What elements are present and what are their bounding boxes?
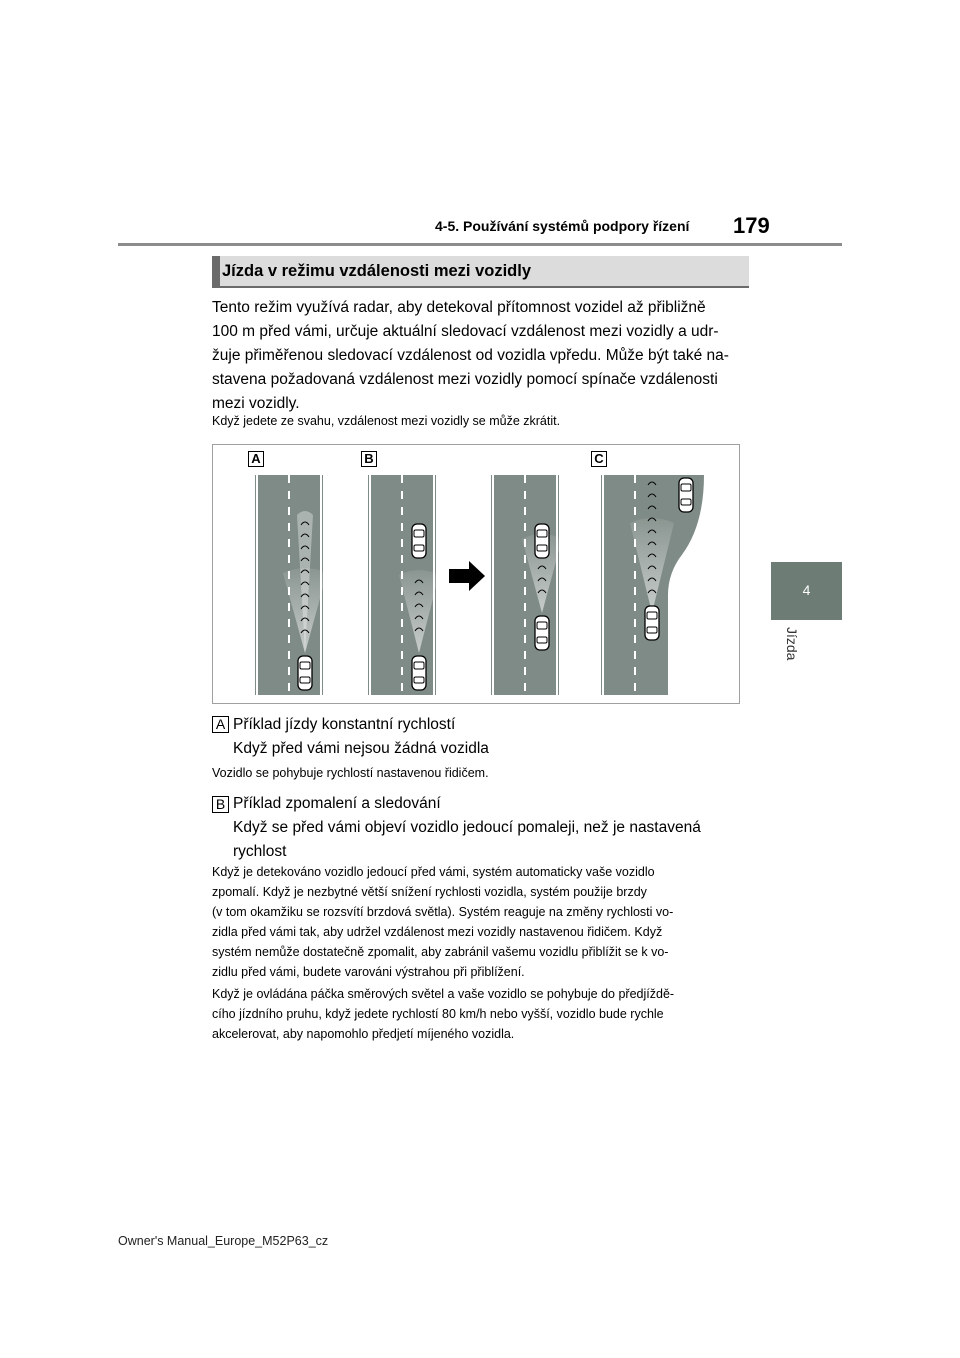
item-b-subtitle-line: Když se před vámi objeví vozidlo jedoucí pomaleji, než je nastavená (233, 819, 701, 836)
note-line: zidlu před vámi, budete varováni výstrahou při přiblížení. (212, 965, 525, 979)
road-a (255, 475, 327, 695)
page-number: 179 (733, 213, 770, 238)
item-a-title: Příklad jízdy konstantní rychlostí (233, 716, 456, 733)
note-line: Když je detekováno vozidlo jedoucí před vámi, systém automaticky vaše vozidlo (212, 865, 655, 879)
road-b-result (491, 475, 562, 695)
note-line: Když je ovládána páčka směrových světel a vaše vozidlo se pohybuje do předjíždě- (212, 987, 675, 1001)
item-b-marker: B (212, 796, 229, 813)
diagram-label-b: B (361, 451, 377, 467)
item-a-subtitle: Když před vámi nejsou žádná vozidla (233, 740, 489, 757)
item-b-note-2 (212, 984, 674, 1044)
transition-arrow (449, 561, 485, 591)
intro-line: stavena požadovaná vzdálenost mezi vozidly pomocí spínače vzdálenosti (212, 371, 718, 388)
manual-footer: Owner's Manual_Europe_M52P63_cz (118, 1234, 329, 1248)
item-b-subtitle (233, 816, 701, 864)
diagram-illustration (213, 445, 739, 703)
section-heading: Jízda v režimu vzdálenosti mezi vozidly (222, 262, 532, 280)
section-path: 4-5. Používání systémů podpory řízení (435, 218, 690, 234)
note-line: (v tom okamžiku se rozsvítí brzdová světla). Systém reaguje na změny rychlosti vo- (212, 905, 674, 919)
acc-diagram (212, 444, 740, 704)
intro-paragraph (212, 296, 729, 416)
intro-line: mezi vozidly. (212, 395, 300, 412)
chapter-number: 4 (802, 582, 811, 598)
intro-line: žuje přiměřenou sledovací vzdálenost od vozidla vpředu. Může být také na- (212, 347, 729, 364)
diagram-label-c: C (591, 451, 607, 467)
note-line: systém nemůže dostatečně zpomalit, aby zabránil vašemu vozidlu přiblížit se k vo- (212, 945, 669, 959)
note-line: akcelerovat, aby napomohlo předjetí míjeného vozidla. (212, 1027, 515, 1041)
note-line: zidla před vámi tak, aby udržel vzdálenost mezi vozidly nastavenou řidičem. Když (212, 925, 663, 939)
note-line: zpomalí. Když je nezbytné větší snížení rychlosti vozidla, systém použije brzdy (212, 885, 647, 899)
item-b-subtitle-line: rychlost (233, 843, 287, 860)
intro-line: Tento režim využívá radar, aby detekoval přítomnost vozidel až přibližně (212, 299, 706, 316)
note-line: cího jízdního pruhu, když jedete rychlostí 80 km/h nebo vyšší, vozidlo bude rychle (212, 1007, 664, 1021)
item-a-note: Vozidlo se pohybuje rychlostí nastavenou řidičem. (212, 766, 489, 780)
diagram-label-a: A (248, 451, 264, 467)
item-b-note (212, 862, 673, 982)
intro-line: 100 m před vámi, určuje aktuální sledovací vzdálenost mezi vozidly a udr- (212, 323, 719, 340)
item-a-marker: A (212, 716, 229, 733)
header-divider (118, 243, 842, 246)
road-c (601, 475, 705, 695)
item-b-title: Příklad zpomalení a sledování (233, 795, 441, 812)
intro-note: Když jedete ze svahu, vzdálenost mezi vozidly se může zkrátit. (212, 414, 561, 428)
chapter-title: Jízda (784, 627, 800, 661)
road-b (368, 475, 439, 695)
